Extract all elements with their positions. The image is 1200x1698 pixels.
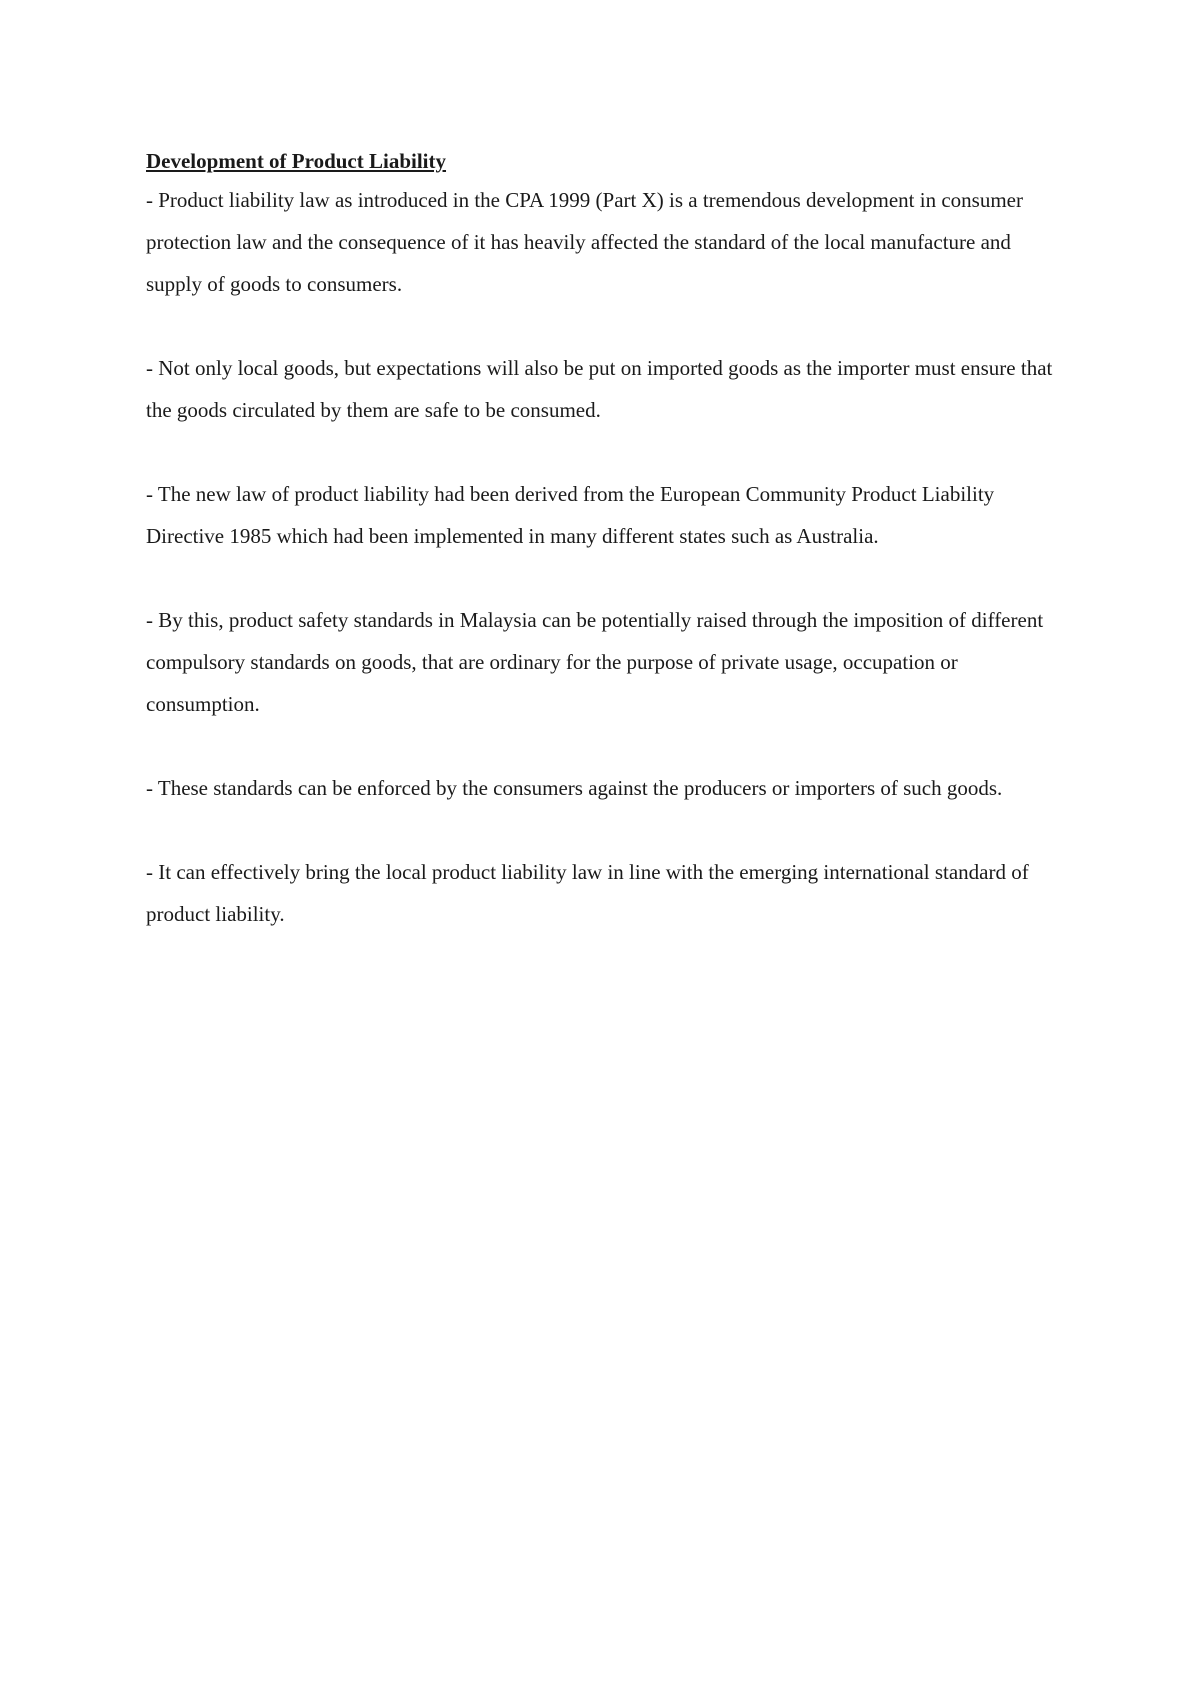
paragraph-3: - The new law of product liability had been derived from the European Community Product Liability Directive 1985 which had been implemented in many different states such as Australia. [146, 482, 995, 548]
paragraph-5: - These standards can be enforced by the consumers against the producers or importers of such goods. [146, 776, 1003, 800]
paragraph-2: - Not only local goods, but expectations will also be put on imported goods as the importer must ensure that the goods circulated by them are safe to be consumed. [146, 356, 1053, 422]
paragraph-1: - Product liability law as introduced in the CPA 1999 (Part X) is a tremendous development in consumer protection law and the consequence of it has heavily affected the standard of the local manufacture and supply of goods to consumers. [146, 188, 1023, 296]
document-heading: Development of Product Liability [146, 149, 447, 173]
paragraph-4: - By this, product safety standards in Malaysia can be potentially raised through the imposition of different compulsory standards on goods, that are ordinary for the purpose of private usage, occupation or consumption. [146, 608, 1044, 716]
document-body [146, 143, 1066, 977]
paragraph-6: - It can effectively bring the local product liability law in line with the emerging international standard of product liability. [146, 860, 1029, 926]
